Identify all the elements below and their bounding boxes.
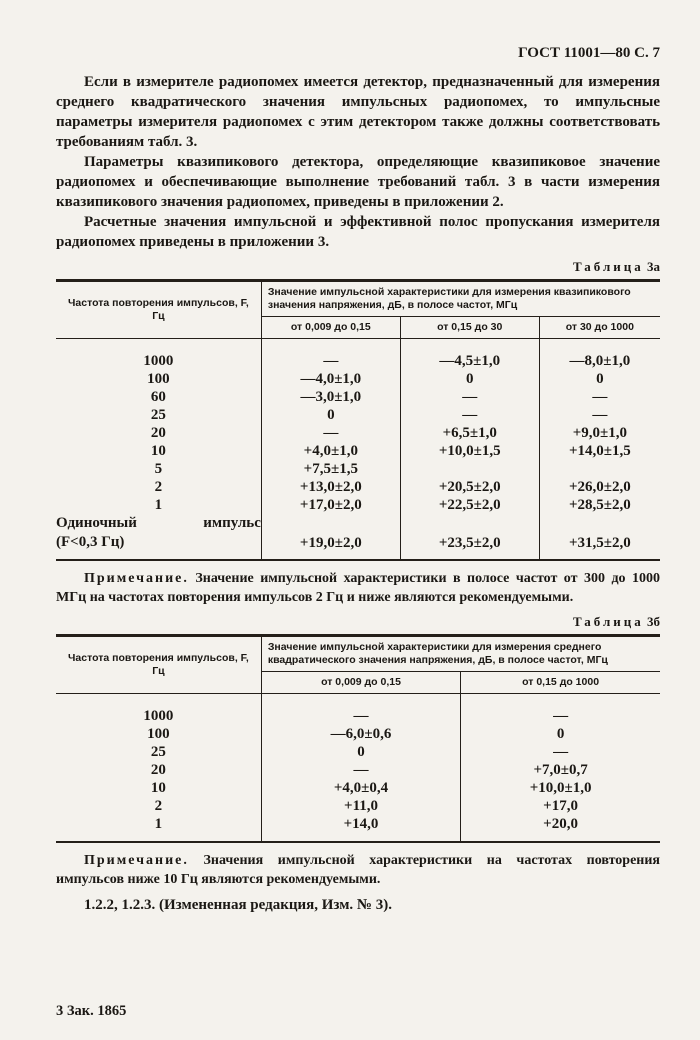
column-header-span: Значение импульсной характеристики для измерения среднего квадратического значения напряжения, дБ, в полосе частот, МГц: [261, 636, 660, 672]
value-cell: [539, 460, 660, 478]
table-header-row: [56, 636, 660, 672]
table-3b-caption: [56, 614, 660, 630]
column-header-band-1: от 0,009 до 0,15: [261, 672, 460, 694]
value-cell: —: [592, 389, 608, 405]
value-cell: +4,0±0,4: [261, 779, 460, 797]
value-cell: —: [553, 744, 569, 760]
value-cell: —: [553, 708, 569, 724]
value-cell: 0: [556, 726, 565, 742]
table-caption-number: 3б: [647, 614, 660, 629]
value-cell: +9,0±1,0: [572, 425, 627, 441]
amendment-refs: 1.2.2, 1.2.3.: [84, 897, 156, 913]
value-cell: +17,0: [543, 798, 578, 814]
column-header-band-2: от 0,15 до 1000: [461, 672, 660, 694]
table-row: [56, 424, 660, 442]
table-row: [56, 725, 660, 743]
paragraph-quasi-peak: Параметры квазипикового детектора, определяющие квазипиковое значение радиопомех и обеспечивающие выполнение требований табл. 3 в части измерения квазипикового значения радиопомех, приведены в приложении 2.: [56, 154, 660, 210]
table-3a-caption: [56, 259, 660, 275]
table-3a: [56, 279, 660, 561]
freq-cell: 2: [56, 797, 261, 815]
print-mark: 3 Зак. 1865: [56, 1003, 127, 1019]
value-cell: +11,0: [261, 797, 460, 815]
table-3a-note: [56, 569, 660, 607]
table-caption-word: Таблица: [572, 259, 644, 274]
note-text: Значение импульсной характеристики в полосе частот от 300 до 1000 МГц на частотах повторения импульсов 2 Гц и ниже являются рекомендуемыми.: [56, 571, 661, 605]
value-cell: +4,0±1,0: [261, 442, 400, 460]
table-row: [56, 743, 660, 761]
freq-cell: 10: [56, 779, 261, 797]
value-cell: +14,0: [261, 815, 460, 842]
value-cell: +22,5±2,0: [400, 496, 539, 514]
value-cell: +10,0±1,0: [529, 780, 592, 796]
table-row: [56, 815, 660, 842]
doc-reference: ГОСТ 11001—80 С. 7: [518, 45, 660, 61]
value-cell: —3,0±1,0: [261, 388, 400, 406]
value-cell: +6,5±1,0: [400, 424, 539, 442]
single-pulse-condition: (F<0,3 Гц): [56, 534, 125, 550]
freq-cell: 1: [56, 815, 261, 842]
column-header-band-3: от 30 до 1000: [539, 317, 660, 339]
table-3b: [56, 634, 660, 843]
freq-cell: 25: [56, 743, 261, 761]
freq-cell: 20: [56, 424, 261, 442]
value-cell: +19,0±2,0: [261, 514, 400, 560]
value-cell: —: [400, 406, 539, 424]
value-cell: —4,5±1,0: [400, 339, 539, 371]
column-header-band-1: от 0,009 до 0,15: [261, 317, 400, 339]
note-label: Примечание.: [84, 853, 189, 868]
table-row: [56, 797, 660, 815]
paragraph-bandwidths: Расчетные значения импульсной и эффективной полос пропускания измерителя радиопомех приведены в приложении 3.: [56, 214, 660, 250]
table-caption-number: 3а: [647, 259, 660, 274]
note-label: Примечание.: [84, 571, 189, 586]
value-cell: +23,5±2,0: [400, 514, 539, 560]
freq-cell: 1: [56, 496, 261, 514]
table-row: [56, 496, 660, 514]
value-cell: +10,0±1,5: [400, 442, 539, 460]
table-row: [56, 694, 660, 726]
amendment-line: [56, 895, 660, 915]
value-cell: —6,0±0,6: [261, 725, 460, 743]
value-cell: —: [261, 761, 460, 779]
freq-cell: 5: [56, 460, 261, 478]
value-cell: +20,5±2,0: [400, 478, 539, 496]
column-header-band-2: от 0,15 до 30: [400, 317, 539, 339]
value-cell: +7,5±1,5: [261, 460, 400, 478]
freq-cell: 1000: [56, 339, 261, 371]
table-row: [56, 779, 660, 797]
freq-cell-single-pulse: [56, 514, 261, 560]
value-cell: +14,0±1,5: [568, 443, 631, 459]
table-row: [56, 388, 660, 406]
column-header-span: Значение импульсной характеристики для измерения квазипикового значения напряжения, дБ, в полосе частот, МГц: [261, 281, 660, 317]
table-row: [56, 460, 660, 478]
column-header-frequency: Частота повторения импульсов, F, Гц: [56, 281, 261, 339]
value-cell: 0: [261, 743, 460, 761]
value-cell: 0: [596, 371, 604, 387]
single-pulse-label: Одиночный импульс: [56, 515, 261, 531]
value-cell: +17,0±2,0: [261, 496, 400, 514]
table-row: [56, 761, 660, 779]
value-cell: [400, 460, 539, 478]
table-row-single-pulse: [56, 514, 660, 560]
table-row: [56, 339, 660, 371]
value-cell: —: [261, 424, 400, 442]
table-3b-note: [56, 851, 660, 889]
freq-cell: 100: [56, 370, 261, 388]
value-cell: 0: [261, 406, 400, 424]
value-cell: —: [261, 694, 460, 726]
freq-cell: 2: [56, 478, 261, 496]
value-cell: —4,0±1,0: [261, 370, 400, 388]
value-cell: 0: [400, 370, 539, 388]
table-row: [56, 406, 660, 424]
column-header-frequency: Частота повторения импульсов, F, Гц: [56, 636, 261, 694]
value-cell: +7,0±0,7: [533, 762, 588, 778]
value-cell: +13,0±2,0: [261, 478, 400, 496]
table-row: [56, 442, 660, 460]
value-cell: —: [261, 339, 400, 371]
value-cell: +31,5±2,0: [568, 535, 631, 551]
freq-cell: 60: [56, 388, 261, 406]
value-cell: —: [592, 407, 608, 423]
table-row: [56, 478, 660, 496]
amendment-text: (Измененная редакция, Изм. № 3).: [159, 897, 393, 913]
value-cell: +28,5±2,0: [568, 497, 631, 513]
table-caption-word: Таблица: [572, 614, 644, 629]
paragraph-detector: Если в измерителе радиопомех имеется детектор, предназначенный для измерения среднего квадратического значения импульсных радиопомех, то импульсные параметры измерителя радиопомех с этим детектором также должны соответствовать требованиям табл. 3.: [56, 74, 660, 150]
table-header-row: [56, 281, 660, 317]
value-cell: —8,0±1,0: [569, 353, 631, 369]
value-cell: +26,0±2,0: [568, 479, 631, 495]
freq-cell: 100: [56, 725, 261, 743]
note-text: Значения импульсной характеристики на частотах повторения импульсов ниже 10 Гц являются рекомендуемыми.: [56, 853, 660, 887]
freq-cell: 25: [56, 406, 261, 424]
value-cell: +20,0: [543, 816, 578, 832]
freq-cell: 1000: [56, 694, 261, 726]
freq-cell: 20: [56, 761, 261, 779]
table-row: [56, 370, 660, 388]
value-cell: —: [400, 388, 539, 406]
freq-cell: 10: [56, 442, 261, 460]
